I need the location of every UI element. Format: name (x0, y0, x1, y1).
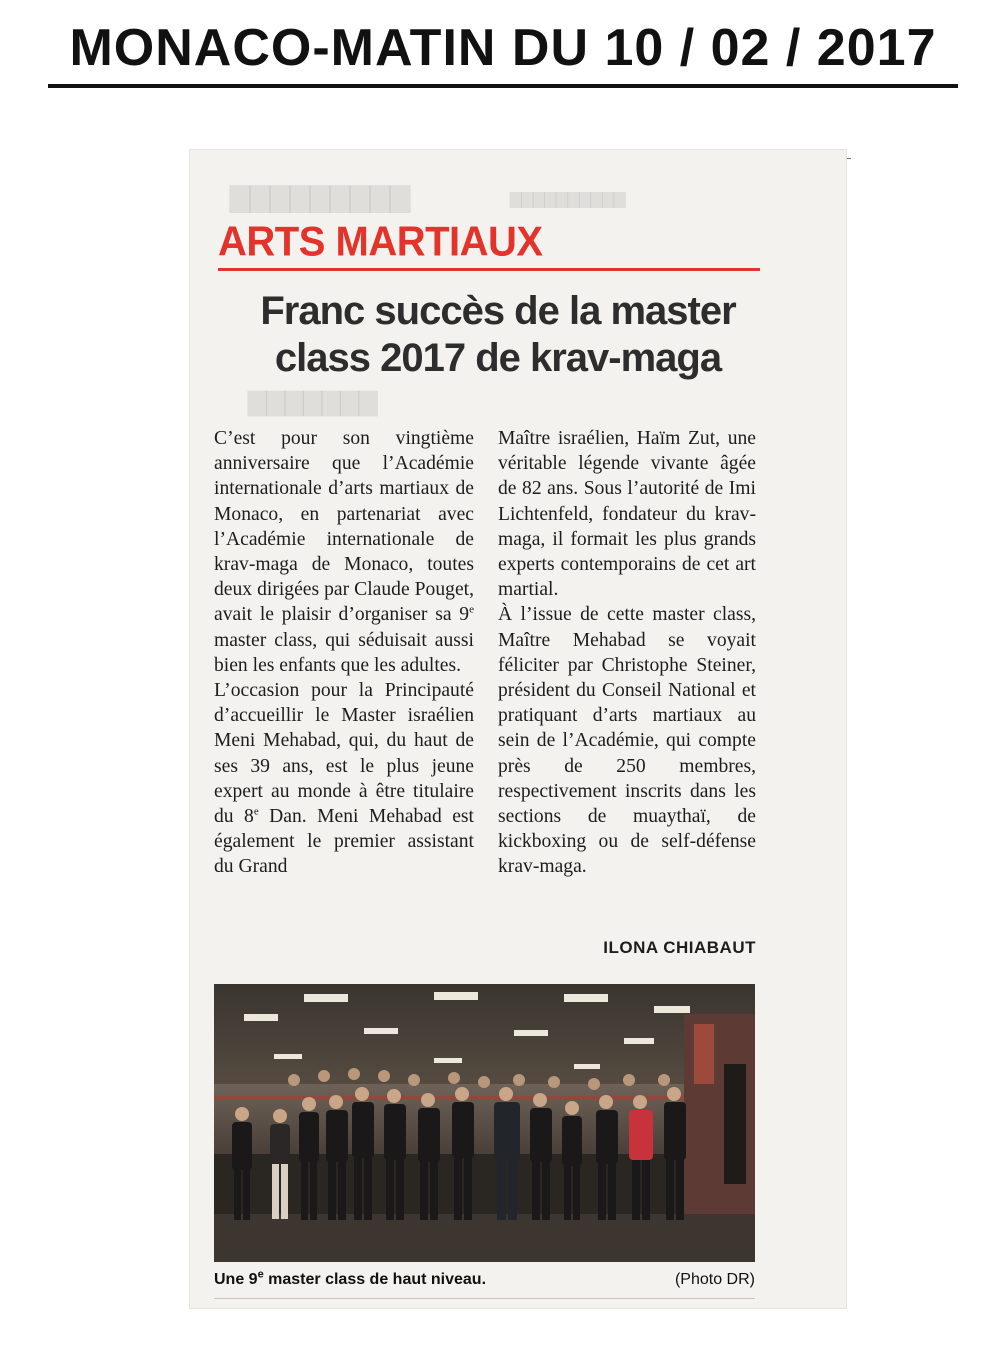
newspaper-clipping (190, 150, 846, 1308)
headline-line-1: Franc succès de la master (260, 289, 736, 333)
article-column-right (498, 426, 756, 880)
paragraph-text: C’est pour son vingtième anniversaire que l’Académie internationale d’arts martiaux de Monaco, en partenariat avec l’Académie internationale de krav-maga de Monaco, toutes deux dirigées par Claude Pouget, avait le plaisir d’organiser sa 9 (214, 428, 474, 626)
rubric-underline (218, 268, 760, 271)
caption-part: Une 9 (214, 1271, 258, 1288)
article-headline (218, 288, 778, 382)
photo-caption (214, 1262, 755, 1299)
paragraph-text: Dan. Meni Mehabad est également le premier assistant du Grand (214, 806, 474, 878)
bleedthrough-text: ▇▇▇▇▇▇▇ (248, 389, 378, 416)
header-underline (48, 84, 958, 88)
photo-credit: (Photo DR) (674, 1271, 755, 1288)
group-photo-illustration (214, 984, 755, 1262)
paragraph (214, 426, 474, 678)
section-rubric: ARTS MARTIAUX (218, 218, 543, 266)
bleedthrough-text: ▇▇▇▇▇▇▇▇▇ (230, 182, 410, 212)
paragraph-text: master class, qui séduisait aussi bien les enfants que les adultes. (214, 629, 474, 676)
article-column-left (214, 426, 474, 880)
headline-line-2: class 2017 de krav-maga (274, 336, 722, 380)
page-header-title: MONACO-MATIN DU 10 / 02 / 2017 (69, 19, 937, 77)
group-photo (214, 984, 755, 1262)
superscript: e (253, 805, 259, 818)
superscript: e (257, 1268, 264, 1281)
paragraph: À l’issue de cette master class, Maître Mehabad se voyait féliciter par Christophe Steiner, président du Conseil National et pratiquant d’arts martiaux au sein de l’Académie, qui compte près de 250 membres, respectivement inscrits dans les sections de muaythaï, de kickboxing ou de self-défense krav-maga. (498, 604, 756, 878)
author-byline: ILONA CHIABAUT (603, 938, 756, 957)
paragraph-text: L’occasion pour la Principauté d’accueillir le Master israélien Meni Mehabad, qui, du haut de ses 39 ans, est le plus jeune expert au monde à être titulaire du 8 (214, 680, 474, 828)
paragraph (214, 678, 474, 880)
caption-text (214, 1268, 487, 1289)
paragraph: Maître israélien, Haïm Zut, une véritable légende vivante âgée de 82 ans. Sous l’autorité de Imi Lichtenfeld, fondateur du krav-maga, il formait les plus grands experts contemporains de cet art martial. (498, 428, 756, 601)
bleedthrough-text: ▇▇▇▇▇▇▇▇▇▇ (510, 191, 626, 208)
caption-part: master class de haut niveau. (263, 1271, 487, 1288)
superscript: e (469, 603, 474, 616)
